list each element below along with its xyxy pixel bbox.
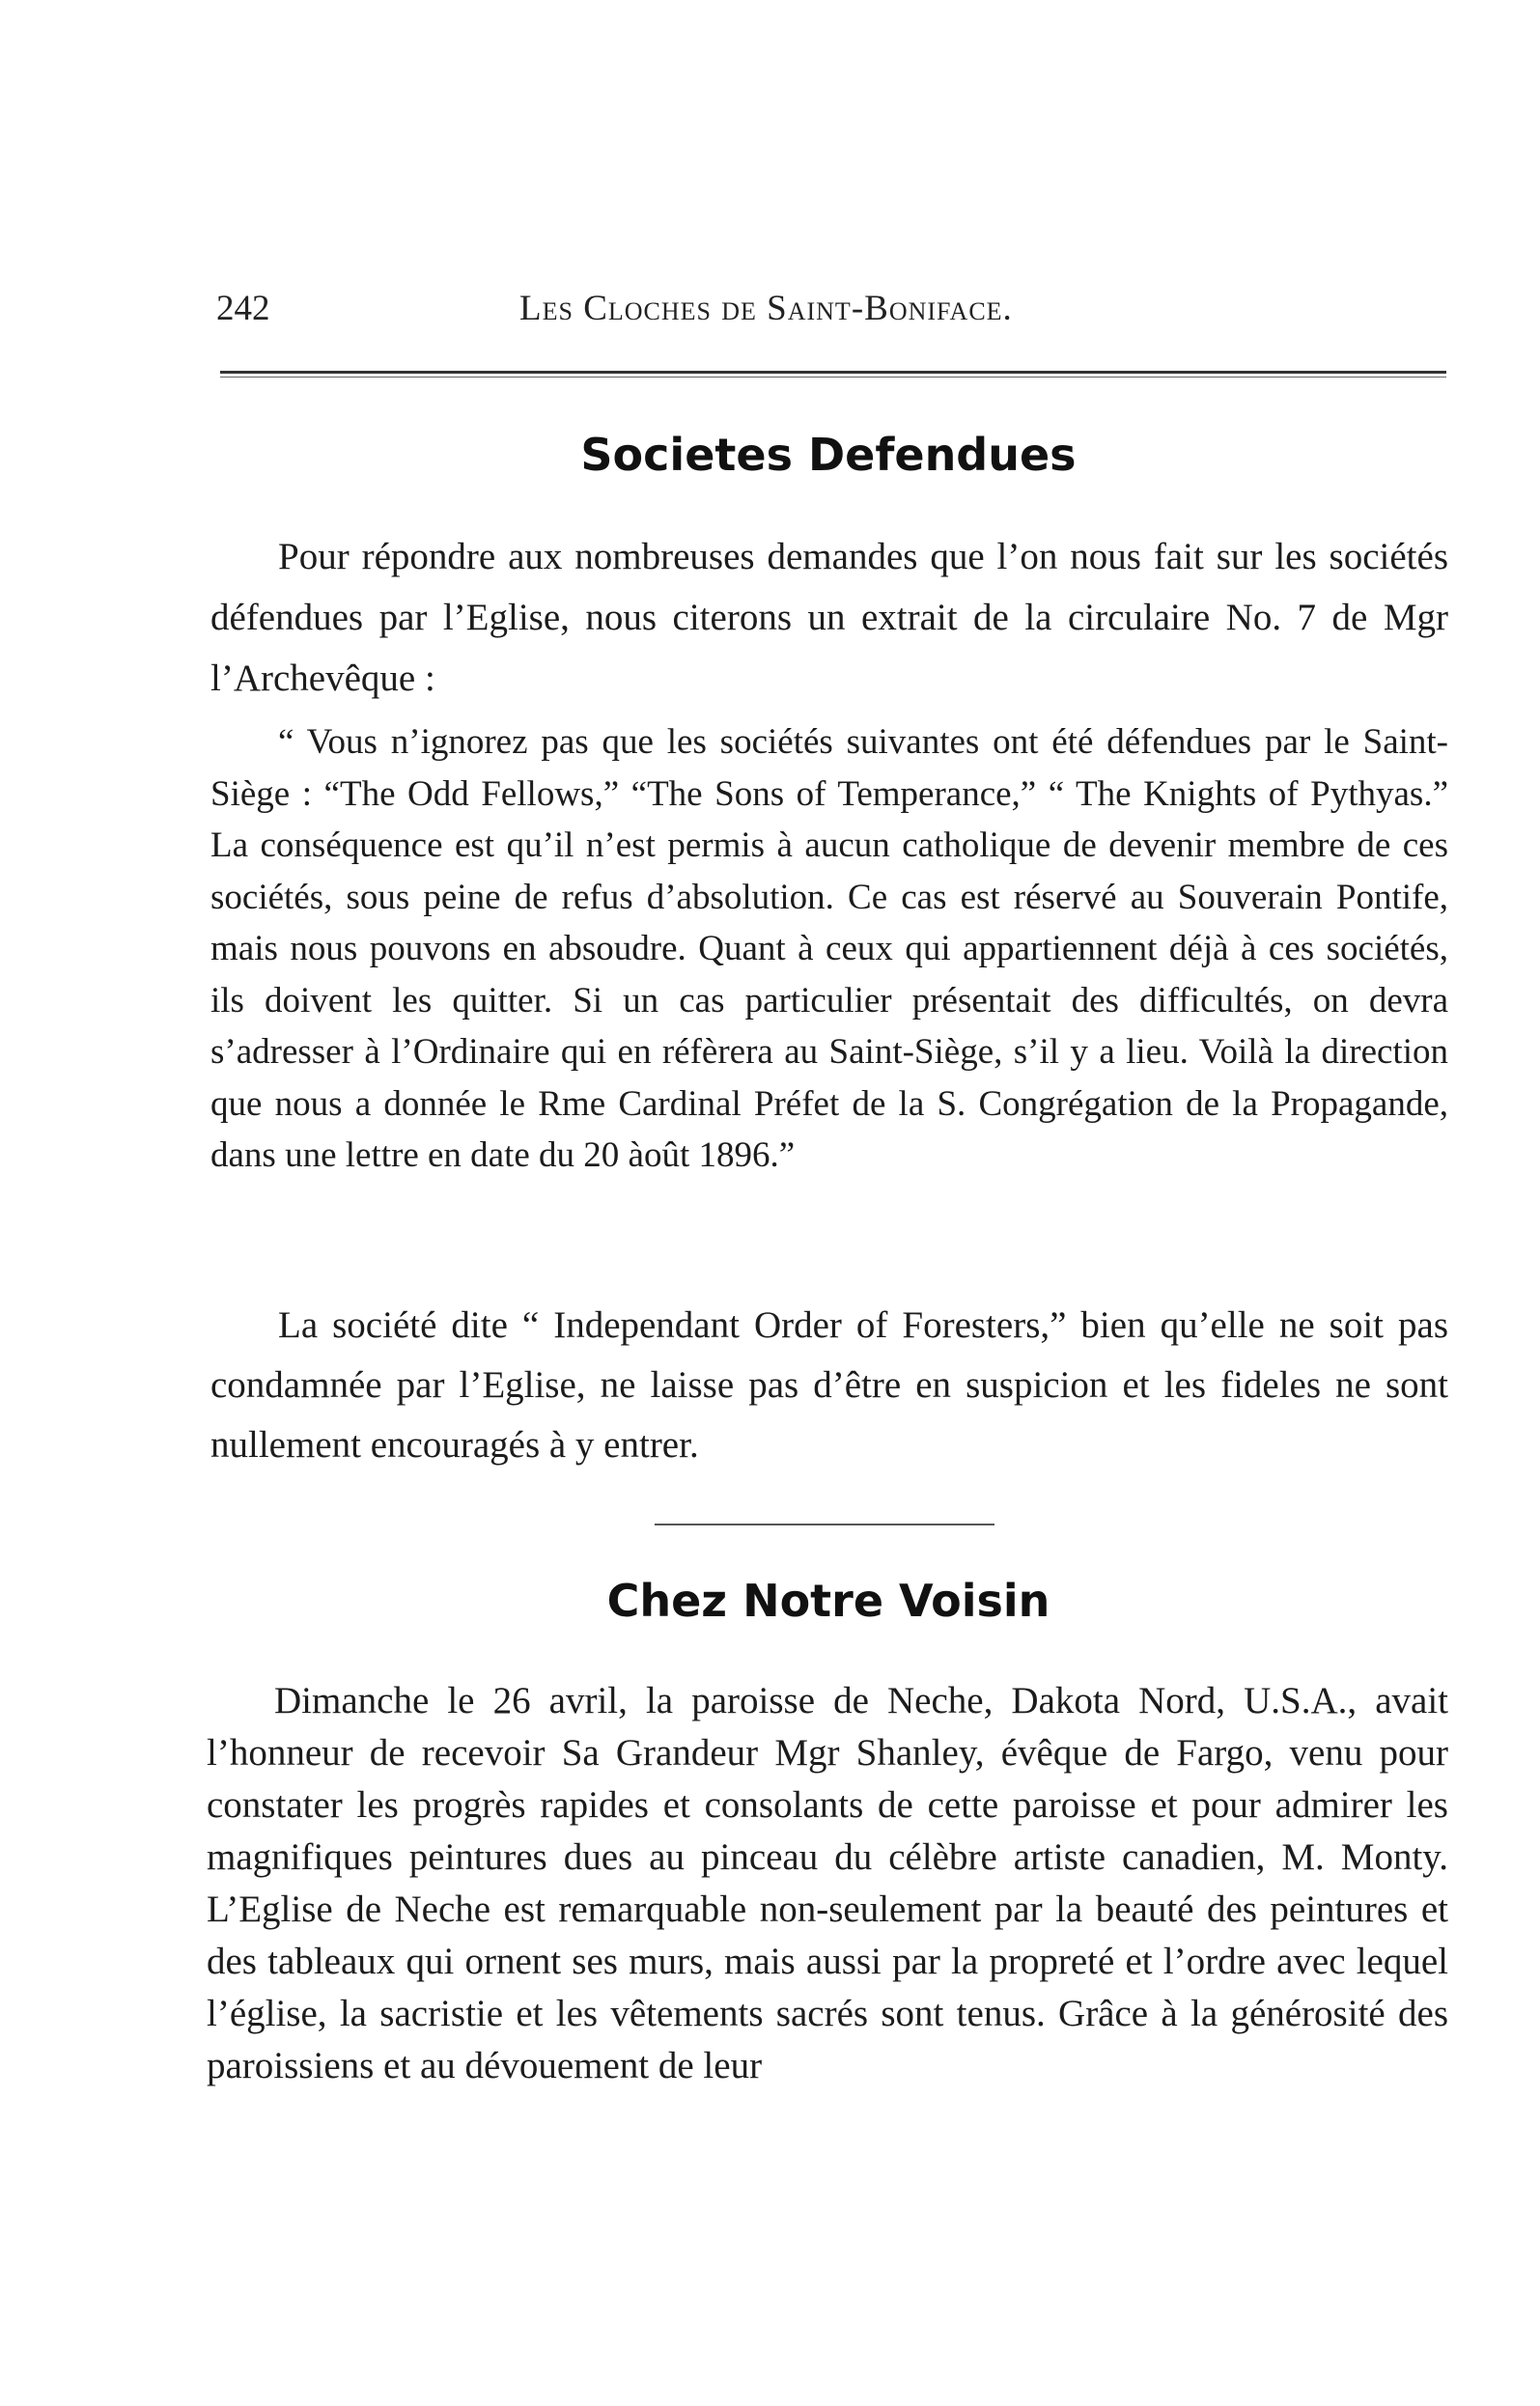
section-heading-chez-notre-voisin: Chez Notre Voisin [606,1575,1050,1627]
paragraph-circular-quote: “ Vous n’ignorez pas que les sociétés suivantes ont été défendues par le Saint-Siège : “The Odd Fellows,” “The Sons of Temperance,” “ The Knights of Pythyas.” La conséquence est qu’il n’est permis à aucun catholique de devenir membre de ces sociétés, sous peine de refus d’absolution. Ce cas est réservé au Souverain Pontife, mais nous pouvons en absoudre. Quant à ceux qui appartiennent déjà à ces sociétés, ils doivent les quitter. Si un cas particulier présentait des difficultés, on devra s’adresser à l’Ordinaire qui en réfèrera au Saint-Siège, s’il y a lieu. Voilà la direction que nous a donnée le Rme Cardinal Préfet de la S. Congrégation de la Propagande, dans une lettre en date du 20 àoût 1896.” [210,722,1448,1175]
paragraph-intro: Pour répondre aux nombreuses demandes que l’on nous fait sur les sociétés défendues par l’Eglise, nous citerons un extrait de la circulaire No. 7 de Mgr l’Archevêque : [210,536,1448,699]
running-title: Les Cloches de Saint-Boniface. [519,289,1013,328]
section-divider [655,1524,994,1525]
paragraph-foresters: La société dite “ Independant Order of Foresters,” bien qu’elle ne soit pas condamnée par l’Eglise, ne laisse pas d’être en suspicion et les fideles ne sont nullement encouragés à y entrer. [210,1304,1448,1466]
header-rule [220,371,1446,374]
page-number: 242 [216,289,270,328]
paragraph-neche-visit: Dimanche le 26 avril, la paroisse de Neche, Dakota Nord, U.S.A., avait l’honneur de recevoir Sa Grandeur Mgr Shanley, évêque de Fargo, venu pour constater les progrès rapides et consolants de cette paroisse et pour admirer les magnifiques peintures dues au pinceau du célèbre artiste canadien, M. Monty. L’Eglise de Neche est remarquable non-seulement par la beauté des peintures et des tableaux qui ornent ses murs, mais aussi par la propreté et l’ordre avec lequel l’église, la sacristie et les vêtements sacrés sont tenus. Grâce à la générosité des paroissiens et au dévouement de leur [207,1680,1448,2086]
section-heading-societes-defendues: Societes Defendues [580,429,1077,481]
running-header [210,280,1446,338]
